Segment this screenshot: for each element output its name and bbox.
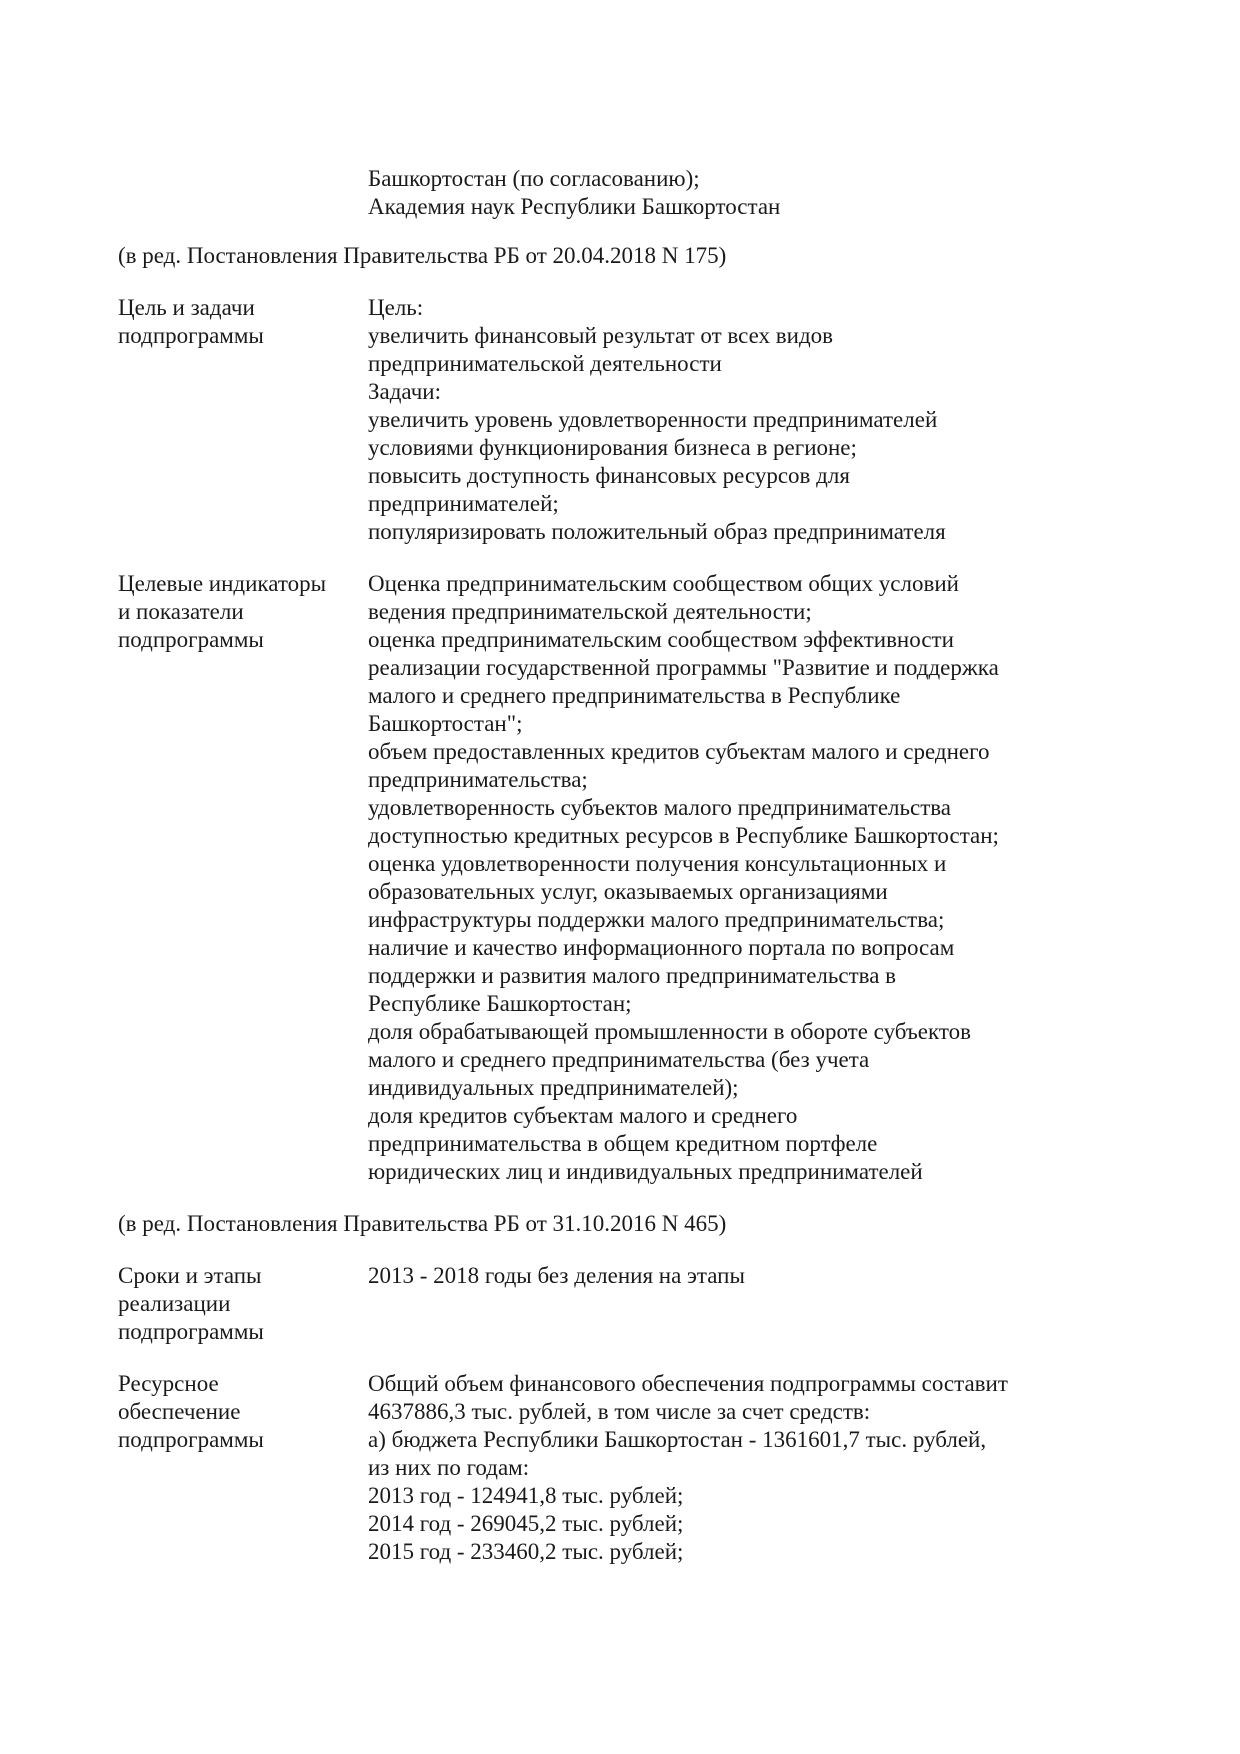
section-label: подпрограммы — [118, 627, 264, 652]
section-value-line: юридических лиц и индивидуальных предпринимателей — [368, 1159, 923, 1184]
section-label: реализации — [118, 1291, 231, 1316]
section-value-line: Задачи: — [368, 379, 441, 404]
section-value-line: 2013 - 2018 годы без деления на этапы — [368, 1263, 745, 1288]
section-value-line: поддержки и развития малого предпринимательства в — [368, 963, 897, 988]
section-value-line: ведения предпринимательской деятельности; — [368, 599, 812, 624]
section-value-line: доля кредитов субъектам малого и среднего — [368, 1103, 798, 1128]
section-value-line: Общий объем финансового обеспечения подпрограммы составит — [368, 1371, 1008, 1396]
section-label: подпрограммы — [118, 1427, 264, 1452]
amendment-note: (в ред. Постановления Правительства РБ от 31.10.2016 N 465) — [118, 1211, 727, 1236]
section-value-line: Оценка предпринимательским сообществом общих условий — [368, 571, 959, 596]
section-value-line: индивидуальных предпринимателей); — [368, 1075, 739, 1100]
section-label: и показатели — [118, 599, 244, 624]
section-value-line: оценка удовлетворенности получения консультационных и — [368, 851, 947, 876]
section-value-line: увеличить финансовый результат от всех видов — [368, 323, 834, 348]
section-value-line: образовательных услуг, оказываемых организациями — [368, 879, 888, 904]
section-label: обеспечение — [118, 1399, 241, 1424]
section-value-line: предпринимательской деятельности — [368, 351, 722, 376]
section-value-line: предпринимательства; — [368, 767, 588, 792]
section-value-line: малого и среднего предпринимательства (без учета — [368, 1047, 870, 1072]
section-value-line: удовлетворенность субъектов малого предпринимательства — [368, 795, 952, 820]
section-value-line: из них по годам: — [368, 1455, 530, 1480]
section-value-line: наличие и качество информационного портала по вопросам — [368, 935, 955, 960]
section-value-line: увеличить уровень удовлетворенности предпринимателей — [368, 407, 938, 432]
section-value-line: а) бюджета Республики Башкортостан - 1361601,7 тыс. рублей, — [368, 1427, 987, 1452]
section-value-line: доступностью кредитных ресурсов в Республике Башкортостан; — [368, 823, 999, 848]
section-label: Ресурсное — [118, 1371, 219, 1396]
section-value-line: Республике Башкортостан; — [368, 991, 632, 1016]
section-value-line: доля обрабатывающей промышленности в обороте субъектов — [368, 1019, 971, 1044]
section-value-line: 2014 год - 269045,2 тыс. рублей; — [368, 1511, 684, 1536]
section-value-line: условиями функционирования бизнеса в регионе; — [368, 435, 857, 460]
section-value-line: 2013 год - 124941,8 тыс. рублей; — [368, 1483, 684, 1508]
section-value-line: повысить доступность финансовых ресурсов для — [368, 463, 850, 488]
section-value-line: реализации государственной программы "Развитие и поддержка — [368, 655, 999, 680]
section-value-line: Цель: — [368, 295, 424, 320]
section-value-line: оценка предпринимательским сообществом эффективности — [368, 627, 954, 652]
section-value-line: инфраструктуры поддержки малого предпринимательства; — [368, 907, 945, 932]
section-label: подпрограммы — [118, 1319, 264, 1344]
amendment-note: (в ред. Постановления Правительства РБ от 20.04.2018 N 175) — [118, 243, 727, 268]
section-label: Целевые индикаторы — [118, 571, 327, 596]
section-label: подпрограммы — [118, 323, 264, 348]
header-line: Башкортостан (по согласованию); — [368, 166, 700, 191]
section-value-line: 4637886,3 тыс. рублей, в том числе за счет средств: — [368, 1399, 871, 1424]
section-value-line: 2015 год - 233460,2 тыс. рублей; — [368, 1539, 684, 1564]
section-value-line: объем предоставленных кредитов субъектам малого и среднего — [368, 739, 990, 764]
section-label: Сроки и этапы — [118, 1263, 262, 1288]
section-value-line: популяризировать положительный образ предпринимателя — [368, 519, 946, 544]
section-value-line: предпринимателей; — [368, 491, 559, 516]
section-label: Цель и задачи — [118, 295, 255, 320]
section-value-line: малого и среднего предпринимательства в Республике — [368, 683, 901, 708]
header-line: Академия наук Республики Башкортостан — [368, 194, 781, 219]
section-value-line: Башкортостан"; — [368, 711, 523, 736]
section-value-line: предпринимательства в общем кредитном портфеле — [368, 1131, 878, 1156]
